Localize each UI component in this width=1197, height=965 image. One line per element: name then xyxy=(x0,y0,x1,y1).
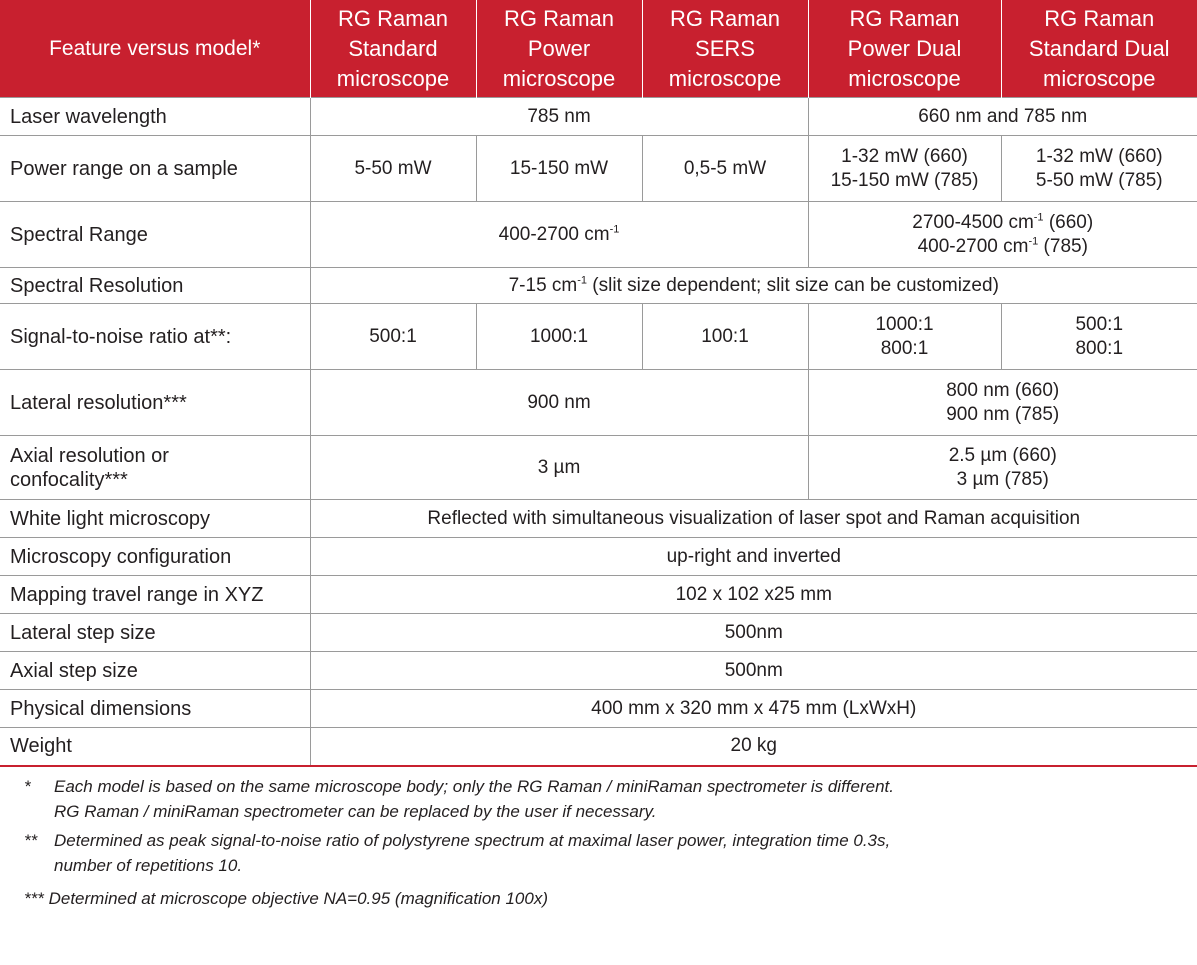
cell-line: 15-150 mW (785) xyxy=(830,169,979,191)
row-label: Weight xyxy=(0,728,310,766)
header-row xyxy=(0,0,1197,98)
header-line: RG Raman xyxy=(669,5,781,31)
header-model-sers xyxy=(642,0,808,98)
header-line: RG Raman xyxy=(337,5,449,31)
row-axial-step xyxy=(0,652,1197,690)
row-label: Lateral step size xyxy=(0,614,310,652)
header-model-standard-dual xyxy=(1001,0,1197,98)
header-feature: Feature versus model* xyxy=(0,0,310,98)
row-dimensions xyxy=(0,690,1197,728)
cell-line xyxy=(815,235,1192,259)
footnote-line: RG Raman / miniRaman spectrometer can be replaced by the user if necessary. xyxy=(54,802,657,821)
footnote-2 xyxy=(0,828,1197,878)
value-text: 7-15 cm xyxy=(508,274,578,296)
cell-power: 15-150 mW xyxy=(476,136,642,202)
row-axial-resolution xyxy=(0,436,1197,500)
footnote-line: Determined at microscope objective NA=0.95 (magnification 100x) xyxy=(48,889,548,908)
row-spectral-resolution xyxy=(0,268,1197,304)
header-line: RG Raman xyxy=(503,5,615,31)
footnote-line: Determined as peak signal-to-noise ratio of polystyrene spectrum at maximal laser power, integration time 0.3s, xyxy=(54,831,891,850)
cell-sers: 100:1 xyxy=(642,304,808,370)
row-label: Mapping travel range in XYZ xyxy=(0,576,310,614)
row-label xyxy=(0,436,310,500)
value-text: 400-2700 cm xyxy=(917,235,1029,257)
cell-all-models: 102 x 102 x25 mm xyxy=(310,576,1197,614)
row-label: White light microscopy xyxy=(0,500,310,538)
cell-sers: 0,5-5 mW xyxy=(642,136,808,202)
row-power-range xyxy=(0,136,1197,202)
header-line: microscope xyxy=(1043,65,1156,91)
cell-all-models: 400 mm x 320 mm x 475 mm (LxWxH) xyxy=(310,690,1197,728)
footnote-line: Each model is based on the same microscope body; only the RG Raman / miniRaman spectrometer is different. xyxy=(54,777,894,796)
header-line: Power Dual xyxy=(847,35,962,61)
row-label: Axial step size xyxy=(0,652,310,690)
header-line: Power xyxy=(527,35,591,61)
value-text: 2700-4500 cm xyxy=(912,211,1034,233)
cell-all-models: 20 kg xyxy=(310,728,1197,766)
row-label: Spectral Range xyxy=(0,202,310,268)
label-line: confocality*** xyxy=(10,468,128,491)
cell-line xyxy=(815,211,1192,235)
header-line: RG Raman xyxy=(1044,5,1155,31)
cell-all-models: Reflected with simultaneous visualization of laser spot and Raman acquisition xyxy=(310,500,1197,538)
cell-single-models: 900 nm xyxy=(310,370,808,436)
cell-all-models: up-right and inverted xyxy=(310,538,1197,576)
footnote-3 xyxy=(0,886,1197,911)
superscript: -1 xyxy=(1028,235,1039,248)
cell-power: 1000:1 xyxy=(476,304,642,370)
label-line: Axial resolution or xyxy=(10,444,169,467)
cell-standard: 5-50 mW xyxy=(310,136,476,202)
cell-power-dual xyxy=(808,304,1001,370)
header-model-power-dual xyxy=(808,0,1001,98)
header-line: SERS xyxy=(695,35,755,61)
row-lateral-resolution xyxy=(0,370,1197,436)
row-label: Microscopy configuration xyxy=(0,538,310,576)
value-text: 400-2700 cm xyxy=(498,223,610,245)
superscript: -1 xyxy=(577,274,588,287)
footnote-mark: ** xyxy=(24,831,38,850)
row-configuration xyxy=(0,538,1197,576)
cell-line: 1000:1 xyxy=(875,313,934,335)
header-model-standard xyxy=(310,0,476,98)
footnote-line: number of repetitions 10. xyxy=(54,856,243,875)
table-body xyxy=(0,98,1197,766)
header-line: Standard Dual xyxy=(1028,35,1170,61)
cell-line: 800:1 xyxy=(1075,337,1124,359)
cell-single-models xyxy=(310,202,808,268)
cell-line: 1-32 mW (660) xyxy=(1035,145,1163,167)
footnote-mark: * xyxy=(24,777,31,796)
cell-single-models: 785 nm xyxy=(310,98,808,136)
cell-line: 1-32 mW (660) xyxy=(841,145,968,167)
row-spectral-range xyxy=(0,202,1197,268)
cell-dual-models xyxy=(808,436,1197,500)
footnote-mark: *** xyxy=(24,889,44,908)
cell-line: 5-50 mW (785) xyxy=(1035,169,1163,191)
footnotes xyxy=(0,774,1197,915)
cell-power-dual xyxy=(808,136,1001,202)
superscript: -1 xyxy=(1033,211,1044,224)
header-line: RG Raman xyxy=(849,5,960,31)
header-line: microscope xyxy=(668,65,782,91)
cell-line: 3 µm (785) xyxy=(956,468,1049,490)
cell-line: 900 nm (785) xyxy=(946,403,1060,425)
header-line: Standard xyxy=(348,35,438,61)
cell-line: 500:1 xyxy=(1075,313,1124,335)
footnote-1 xyxy=(0,774,1197,824)
cell-dual-models: 660 nm and 785 nm xyxy=(808,98,1197,136)
row-label: Signal-to-noise ratio at**: xyxy=(0,304,310,370)
cell-all-models: 500nm xyxy=(310,652,1197,690)
value-text: (785) xyxy=(1038,235,1088,257)
row-weight xyxy=(0,728,1197,766)
row-label: Power range on a sample xyxy=(0,136,310,202)
cell-standard-dual xyxy=(1001,304,1197,370)
cell-line: 800:1 xyxy=(880,337,929,359)
row-signal-to-noise xyxy=(0,304,1197,370)
cell-standard-dual xyxy=(1001,136,1197,202)
row-lateral-step xyxy=(0,614,1197,652)
header-line: microscope xyxy=(336,65,450,91)
row-label: Spectral Resolution xyxy=(0,268,310,304)
cell-dual-models xyxy=(808,202,1197,268)
cell-line: 2.5 µm (660) xyxy=(948,444,1057,466)
cell-standard: 500:1 xyxy=(310,304,476,370)
value-text: (660) xyxy=(1043,211,1094,233)
row-travel-range xyxy=(0,576,1197,614)
superscript: -1 xyxy=(609,223,620,236)
table-header xyxy=(0,0,1197,98)
row-label: Lateral resolution*** xyxy=(0,370,310,436)
row-laser-wavelength xyxy=(0,98,1197,136)
cell-line: 800 nm (660) xyxy=(946,379,1060,401)
cell-all-models xyxy=(310,268,1197,304)
header-line: microscope xyxy=(502,65,616,91)
cell-single-models: 3 µm xyxy=(310,436,808,500)
value-text: (slit size dependent; slit size can be customized) xyxy=(587,274,999,296)
row-label: Physical dimensions xyxy=(0,690,310,728)
row-white-light xyxy=(0,500,1197,538)
cell-all-models: 500nm xyxy=(310,614,1197,652)
header-line: microscope xyxy=(848,65,961,91)
cell-dual-models xyxy=(808,370,1197,436)
header-model-power xyxy=(476,0,642,98)
row-label: Laser wavelength xyxy=(0,98,310,136)
